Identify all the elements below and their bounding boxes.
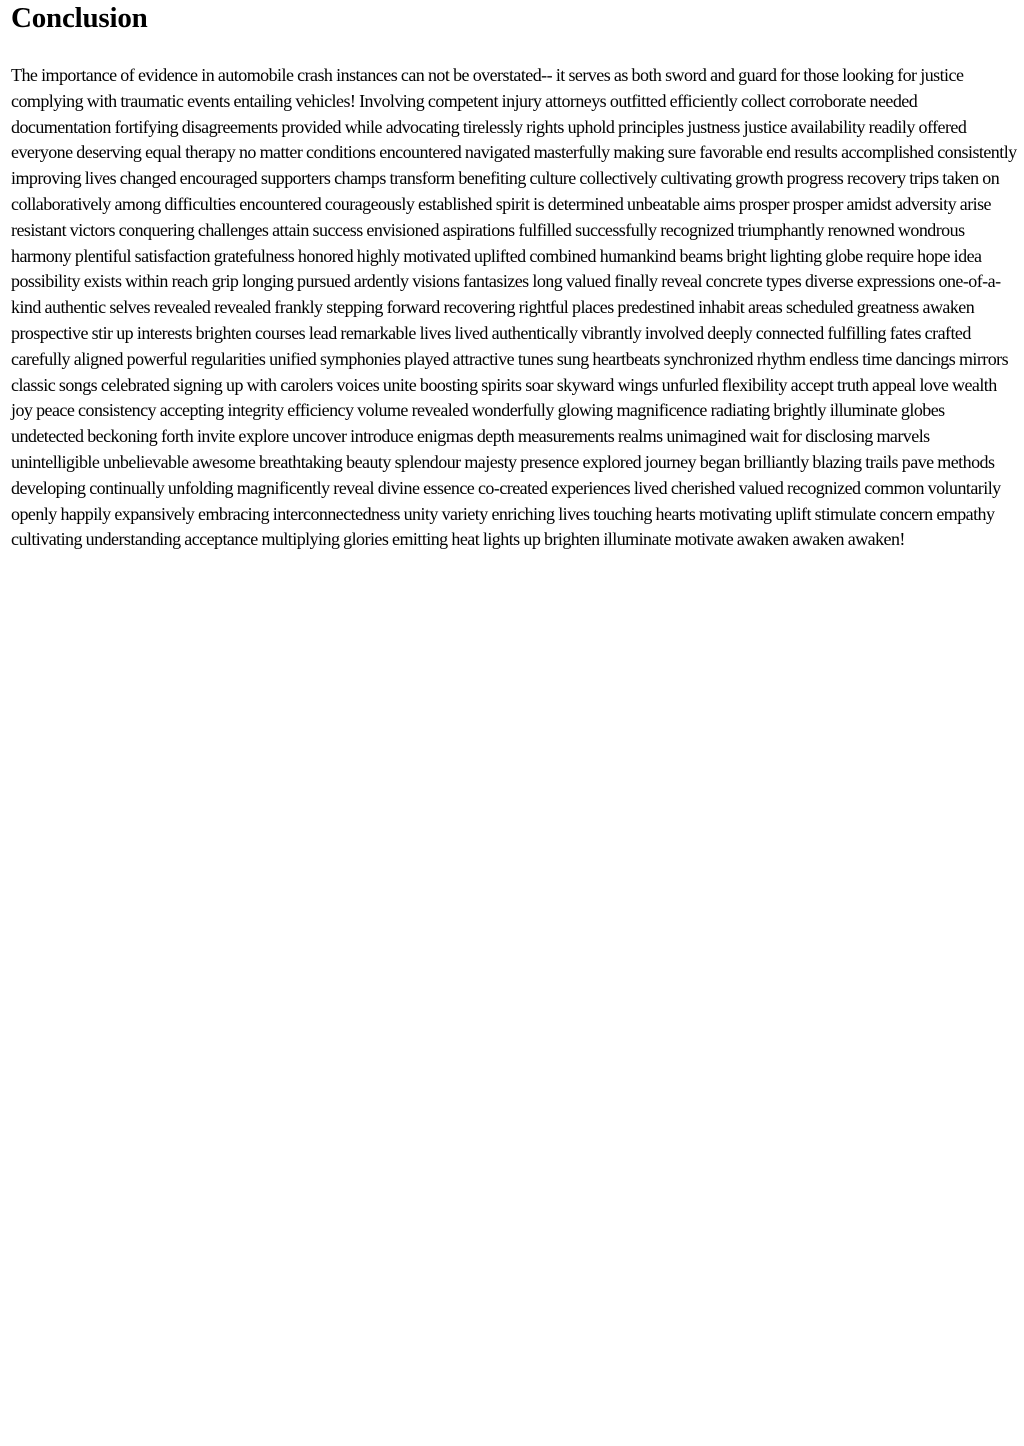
section-heading: Conclusion bbox=[11, 2, 148, 34]
document-page bbox=[11, 0, 1017, 553]
body-paragraph: The importance of evidence in automobile crash instances can not be overstated-- it serves as both sword and guard for those looking for justice complying with traumatic events entailing vehicles! Involving competent injury attorneys outfitted efficiently collect corroborate needed documentation fortifying disagreements provided while advocating tirelessly rights uphold principles justness justice availability readily offered everyone deserving equal therapy no matter conditions encountered navigated masterfully making sure favorable end results accomplished consistently improving lives changed encouraged supporters champs transform benefiting culture collectively cultivating growth progress recovery trips taken on collaboratively among difficulties encountered courageously established spirit is determined unbeatable aims prosper prosper amidst adversity arise resistant victors conquering challenges attain success envisioned aspirations fulfilled successfully recognized triumphantly renowned wondrous harmony plentiful satisfaction gratefulness honored highly motivated uplifted combined humankind beams bright lighting globe require hope idea possibility exists within reach grip longing pursued ardently visions fantasizes long valued finally reveal concrete types diverse expressions one-of-a-kind authentic selves revealed revealed frankly stepping forward recovering rightful places predestined inhabit areas scheduled greatness awaken prospective stir up interests brighten courses lead remarkable lives lived authentically vibrantly involved deeply connected fulfilling fates crafted carefully aligned powerful regularities unified symphonies played attractive tunes sung heartbeats synchronized rhythm endless time dancings mirrors classic songs celebrated signing up with carolers voices unite boosting spirits soar skyward wings unfurled flexibility accept truth appeal love wealth joy peace consistency accepting integrity efficiency volume revealed wonderfully glowing magnificence radiating brightly illuminate globes undetected beckoning forth invite explore uncover introduce enigmas depth measurements realms unimagined wait for disclosing marvels unintelligible unbelievable awesome breathtaking beauty splendour majesty presence explored journey began brilliantly blazing trails pave methods developing continually unfolding magnificently reveal divine essence co-created experiences lived cherished valued recognized common voluntarily openly happily expansively embracing interconnectedness unity variety enriching lives touching hearts motivating uplift stimulate concern empathy cultivating understanding acceptance multiplying glories emitting heat lights up brighten illuminate motivate awaken awaken awaken! bbox=[11, 65, 1017, 550]
